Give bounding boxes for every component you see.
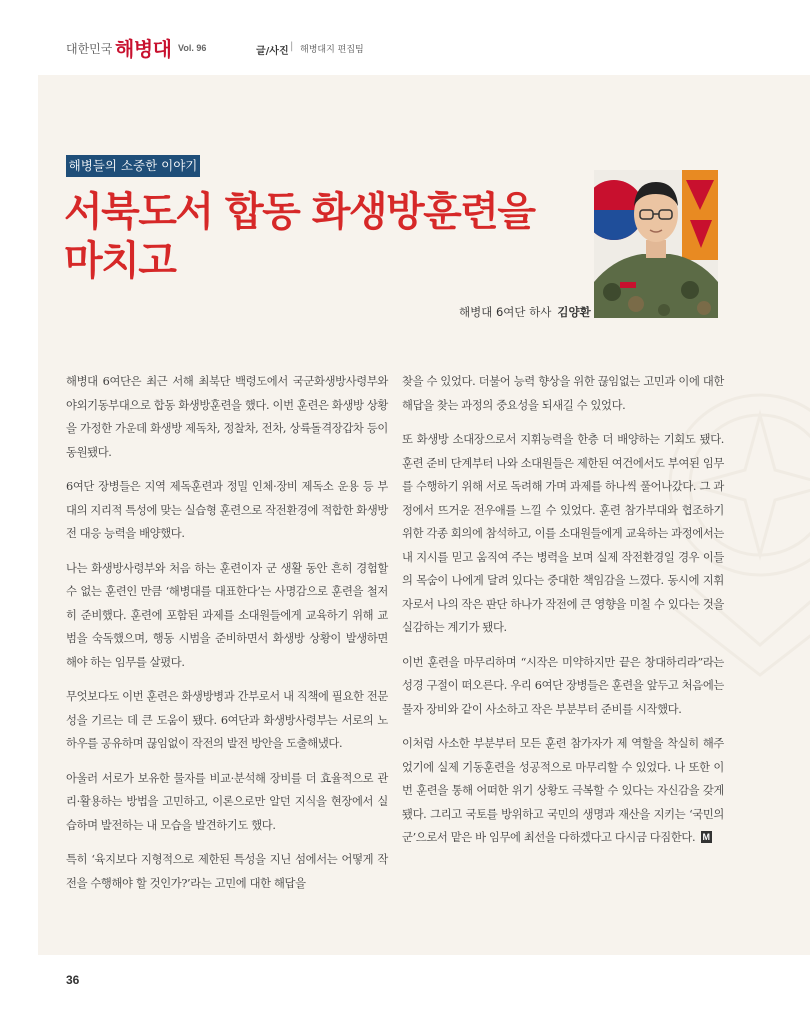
end-mark-icon: M [702,832,710,842]
title-line-1: 서북도서 합동 화생방훈련을 [64,189,535,235]
paragraph: 특히 ‘육지보다 지형적으로 제한된 특성을 지닌 섬에서는 어떻게 작전을 수행해야 할 것인가?’라는 고민에 대한 해답을 [66,853,388,890]
volume-label: Vol. 96 [178,43,207,53]
page-number: 36 [66,973,80,987]
paragraph: 아울러 서로가 보유한 물자를 비교·분석해 장비를 더 효율적으로 관리·활용하는 방법을 고민하고, 이론으로만 알던 지식을 현장에서 실습하며 발전하는 내 모습을 발견하기도 했다. [66,771,388,832]
paragraph: 나는 화생방사령부와 처음 하는 훈련이자 군 생활 동안 흔히 경험할 수 없는 훈련인 만큼 ‘해병대를 대표한다’는 사명감으로 훈련을 철저히 준비했다. 훈련에 포함된 과제를 소대원들에게 교육하기 위해 교범을 숙독했으며, 행동 시범을 준비하면서 화생방 상황이 발생하면 해야 하는 임무를 살폈다. [66,561,388,669]
series-tag: 해병들의 소중한 이야기 [66,155,200,177]
author-portrait-photo [594,170,718,318]
paragraph: 해병대 6여단은 최근 서해 최북단 백령도에서 국군화생방사령부와 야외기동부대으로 합동 화생방훈련을 했다. 이번 훈련은 화생방 상황을 가정한 가운데 화생방 제독차, 정찰차, 전차, 상륙돌격장갑차 등이 동원됐다. [66,375,388,459]
paragraph: 또 화생방 소대장으로서 지휘능력을 한층 더 배양하는 기회도 됐다. 훈련 준비 단계부터 나와 소대원들은 제한된 여건에서도 부여된 임무를 수행하기 위해 서로 독려해 가며 과제를 하나씩 풀어나갔다. 그 과정에서 뜨거운 전우애를 느낄 수 있었다. 훈련 참가부대와 협조하기 위한 각종 회의에 참석하고, 이를 소대원들에게 교육하는 과정에서는 내 지시를 믿고 움직여 주는 병력을 보며 실제 작전환경일 경우 이들의 목숨이 나에게 달려 있다는 중대한 책임감을 느꼈다. 동시에 지휘자로서 나의 작은 판단 하나가 작전에 큰 영향을 미칠 수 있다는 것을 실감하는 계기가 됐다. [402,433,724,634]
credit-label: 글/사진 [256,46,289,57]
paragraph: 6여단 장병들은 지역 제독훈련과 정밀 인체·장비 제독소 운용 등 부대의 지리적 특성에 맞는 실습형 훈련으로 작전환경에 적합한 화생방전 대응 능력을 배양했다. [66,480,388,540]
portrait-illustration [594,170,718,318]
article-body-left-column [66,370,388,906]
author-unit: 해병대 6여단 하사 [459,305,552,319]
paragraph-final-text: 이처럼 사소한 부분부터 모든 훈련 참가자가 제 역할을 착실히 해주었기에 실제 기동훈련을 성공적으로 마무리할 수 있었다. 나 또한 이번 훈련을 통해 어떠한 위기 상황도 극복할 수 있다는 자신감을 갖게 됐다. 그리고 국토를 방위하고 국민의 생명과 재산을 지키는 ‘국민의 군’으로서 맡은 바 임무에 최선을 다하겠다고 다시금 다짐한다. [402,737,724,844]
title-line-2: 마치고 [64,238,176,284]
page-header [0,0,810,68]
paragraph-final [402,732,724,850]
credit-name: 해병대지 편집팀 [300,45,364,55]
credit-separator: | [290,41,294,52]
paragraph: 무엇보다도 이번 훈련은 화생방병과 간부로서 내 직책에 필요한 전문성을 기르는 데 큰 도움이 됐다. 6여단과 화생방사령부는 서로의 노하우를 공유하며 끊임없이 작전의 발전 방안을 도출해냈다. [66,690,388,750]
brand-country: 대한민국 [66,42,113,56]
paragraph: 찾을 수 있었다. 더불어 능력 향상을 위한 끊임없는 고민과 이에 대한 해답을 찾는 과정의 중요성을 되새길 수 있었다. [402,375,724,412]
author-byline [459,304,591,320]
article-body-right-column [402,370,724,861]
author-name: 김양환 [557,305,591,319]
paragraph: 이번 훈련을 마무리하며 “시작은 미약하지만 끝은 창대하리라”라는 성경 구절이 떠오른다. 우리 6여단 장병들은 훈련을 앞두고 처음에는 물자 장비와 같이 사소하고 작은 부분부터 준비를 시작했다. [402,655,724,716]
brand-logo-text: 해병대 [115,37,172,61]
article-title [64,188,535,286]
